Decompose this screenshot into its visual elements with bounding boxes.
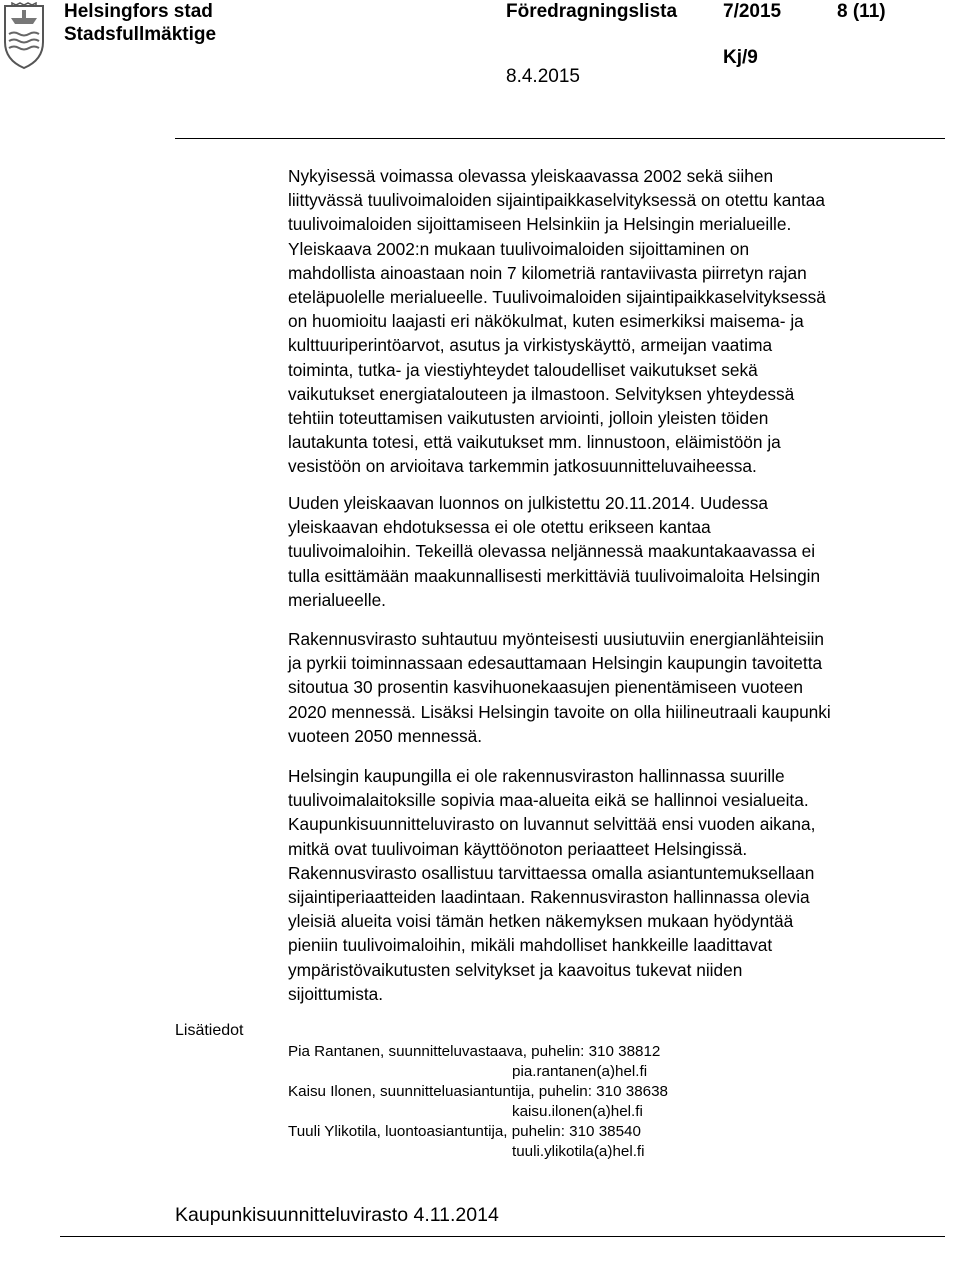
text-line: tehtiin toteuttamisen vaikutusten arviointi, jolloin yleisten töiden — [288, 408, 769, 429]
text-line: tulla esittämään maakunnallisesti merkittäviä tuulivoimaloita Helsingin — [288, 565, 821, 586]
text-line: mitkä ovat tuulivoiman käyttöönoton periaatteet Helsingissä. — [288, 838, 748, 859]
contact-email: kaisu.ilonen(a)hel.fi — [512, 1103, 643, 1120]
header-body: Stadsfullmäktige — [64, 24, 217, 45]
header-date: 8.4.2015 — [506, 66, 580, 87]
text-line: vaikutukset energiatalouteen ja ilmastoon. Selvityksen yhteydessä — [288, 383, 795, 404]
text-line: Nykyisessä voimassa olevassa yleiskaavassa 2002 sekä siihen — [288, 166, 774, 186]
text-line: vesistöön on arvioitava tarkemmin jatkosuunnitteluvaiheessa. — [288, 456, 757, 477]
header-org: Helsingfors stad — [64, 1, 213, 22]
text-line: merialueelle. — [288, 589, 386, 610]
text-line: Rakennusvirasto suhtautuu myönteisesti uusiutuviin energianlähteisiin — [288, 629, 825, 649]
text-line: Rakennusvirasto osallistuu tarvittaessa omalla asiantuntemuksellaan — [288, 862, 815, 883]
text-line: 2020 mennessä. Lisäksi Helsingin tavoite on olla hiilineutraali kaupunki — [288, 701, 831, 722]
header-page-number: 8 (11) — [837, 1, 886, 22]
header-doc-type: Föredragningslista — [506, 1, 678, 22]
text-line: ympäristövaikutusten selvitykset ja kaavoitus tukevat niiden — [288, 959, 743, 980]
contact-list — [288, 1042, 668, 1162]
paragraph-1 — [288, 164, 826, 479]
contact-line: Pia Rantanen, suunnitteluvastaava, puhelin: 310 38812 — [288, 1043, 661, 1060]
text-line: lautakunta totesi, että vaikutukset mm. linnustoon, eläimistöön ja — [288, 432, 781, 453]
text-line: tuulivoimalaitoksille sopivia maa-alueita eikä se hallinnoi vesialueita. — [288, 790, 809, 811]
text-line: tuulivoimaloihin. Tekeillä olevassa neljännessä maakuntakaavassa ei — [288, 541, 816, 562]
contact-email: pia.rantanen(a)hel.fi — [512, 1063, 648, 1080]
additional-info-label: Lisätiedot — [175, 1022, 244, 1039]
helsinki-crest-logo — [2, 2, 46, 72]
text-line: Kaupunkisuunnitteluvirasto on luvannut selvittää ensi vuoden aikana, — [288, 814, 816, 835]
text-line: pieniin tuulivoimaloihin, mikäli mahdolliset hankkeille laadittavat — [288, 935, 773, 956]
text-line: Helsingin kaupungilla ei ole rakennusviraston hallinnassa suurille — [288, 766, 785, 786]
header-item-id: Kj/9 — [723, 47, 758, 68]
text-line: ja pyrkii toiminnassaan edesauttamaan Helsingin kaupungin tavoitetta — [288, 653, 823, 674]
text-line: on huomioitu laajasti eri näkökulmat, kuten esimerkiksi maisema- ja — [288, 311, 804, 332]
paragraph-3 — [288, 627, 831, 748]
contact-line: Tuuli Ylikotila, luontoasiantuntija, puhelin: 310 38540 — [288, 1123, 641, 1140]
text-line: tuulivoimaloiden sijoittamiseen Helsinkiin ja Helsingin merialueille. — [288, 214, 792, 235]
text-line: sitoutua 30 prosentin kasvihuonekaasujen pienentämiseen vuoteen — [288, 677, 803, 698]
footer-text: Kaupunkisuunnitteluvirasto 4.11.2014 — [175, 1204, 499, 1226]
paragraph-2 — [288, 491, 820, 612]
contact-email: tuuli.ylikotila(a)hel.fi — [512, 1143, 645, 1160]
text-line: Uuden yleiskaavan luonnos on julkistettu 20.11.2014. Uudessa — [288, 493, 769, 513]
text-line: sijoittumista. — [288, 983, 384, 1004]
text-line: kulttuuriperintöarvot, asutus ja virkistyskäyttö, armeijan vaatima — [288, 335, 773, 356]
text-line: Yleiskaava 2002:n mukaan tuulivoimaloiden sijoittaminen on — [288, 238, 750, 259]
text-line: toiminta, tutka- ja viestiyhteydet taloudelliset vaikutukset sekä — [288, 359, 758, 380]
text-line: yleisiä alueita voisi tämän hetken näkemyksen mukaan hyödyntää — [288, 911, 794, 932]
header-doc-number: 7/2015 — [723, 1, 782, 22]
text-line: yleiskaavan ehdotuksessa ei ole otettu erikseen kantaa — [288, 517, 711, 538]
text-line: eteläpuolelle merialueelle. Tuulivoimaloiden sijaintipaikkaselvityksessä — [288, 287, 826, 308]
text-line: vuoteen 2050 mennessä. — [288, 725, 483, 746]
footer-divider — [60, 1236, 945, 1237]
header-divider — [175, 138, 945, 139]
contact-line: Kaisu Ilonen, suunnitteluasiantuntija, puhelin: 310 38638 — [288, 1083, 668, 1100]
text-line: sijaintiperiaatteiden laadintaan. Rakennusviraston hallinnassa olevia — [288, 887, 810, 908]
text-line: mahdollista ainoastaan noin 7 kilometriä rantaviivasta piirretyn rajan — [288, 262, 807, 283]
text-line: liittyvässä tuulivoimaloiden sijaintipaikkaselvityksessä on otettu kantaa — [288, 190, 825, 211]
paragraph-4 — [288, 764, 815, 1006]
